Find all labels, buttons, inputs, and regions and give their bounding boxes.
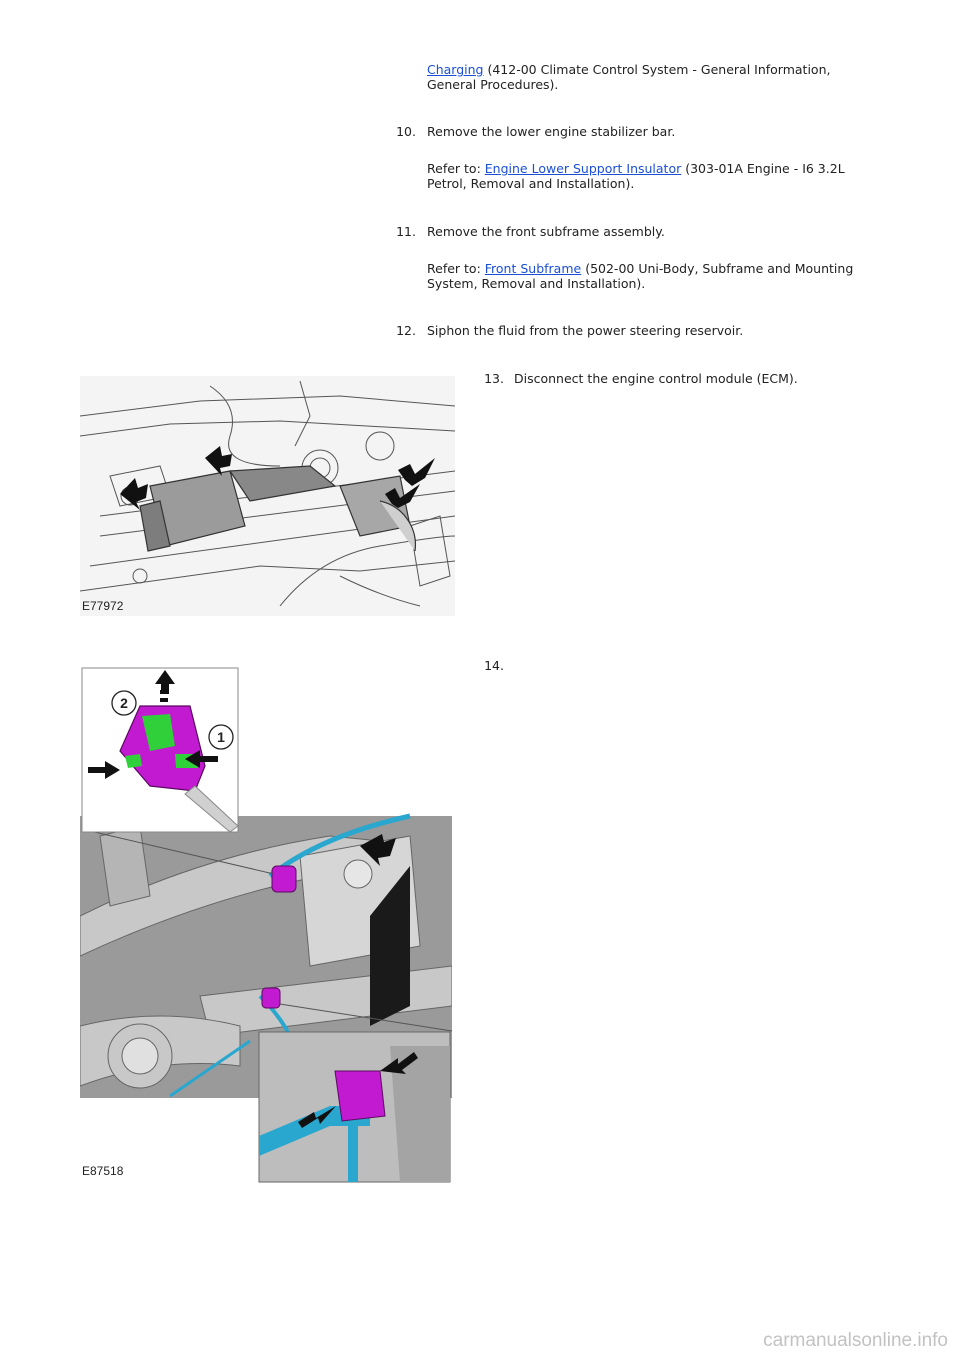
step-10-text: Remove the lower engine stabilizer bar.	[427, 124, 676, 139]
step-11-refer-line-1	[427, 261, 853, 276]
quick-connect-art	[80, 666, 452, 1186]
step-14-number: 14.	[484, 658, 504, 673]
quick-connect-illustration	[80, 666, 452, 1186]
callout-2: 2	[120, 695, 128, 711]
figure-2-label: E87518	[82, 1164, 124, 1178]
refer-prefix: Refer to:	[427, 261, 485, 276]
step-10-refer-line-1	[427, 161, 845, 176]
step-12-text: Siphon the fluid from the power steering reservoir.	[427, 323, 744, 338]
callout-1: 1	[217, 729, 225, 745]
step-11-number: 11.	[396, 224, 416, 239]
continuation-text: (412-00 Climate Control System - General Information,	[483, 62, 831, 77]
step-11-text: Remove the front subframe assembly.	[427, 224, 665, 239]
ecm-illustration	[80, 376, 455, 616]
step-10-number: 10.	[396, 124, 416, 139]
ecm-line-art	[80, 376, 455, 616]
step-10-refer-line-2: Petrol, Removal and Installation).	[427, 176, 635, 191]
step-12-number: 12.	[396, 323, 416, 338]
charging-link[interactable]: Charging	[427, 62, 484, 77]
continuation-line-1	[427, 62, 830, 77]
step-11-refer-line-2: System, Removal and Installation).	[427, 276, 646, 291]
watermark: carmanualsonline.info	[763, 1330, 948, 1351]
engine-lower-support-insulator-link[interactable]: Engine Lower Support Insulator	[484, 161, 682, 176]
step-13-text: Disconnect the engine control module (ECM).	[514, 371, 798, 386]
refer-prefix: Refer to:	[427, 161, 485, 176]
refer-rest: (303-01A Engine - I6 3.2L	[681, 161, 845, 176]
step-13-number: 13.	[484, 371, 504, 386]
front-subframe-link[interactable]: Front Subframe	[484, 261, 582, 276]
refer-rest: (502-00 Uni-Body, Subframe and Mounting	[581, 261, 854, 276]
figure-1-label: E77972	[82, 599, 124, 613]
continuation-line-2: General Procedures).	[427, 77, 559, 92]
